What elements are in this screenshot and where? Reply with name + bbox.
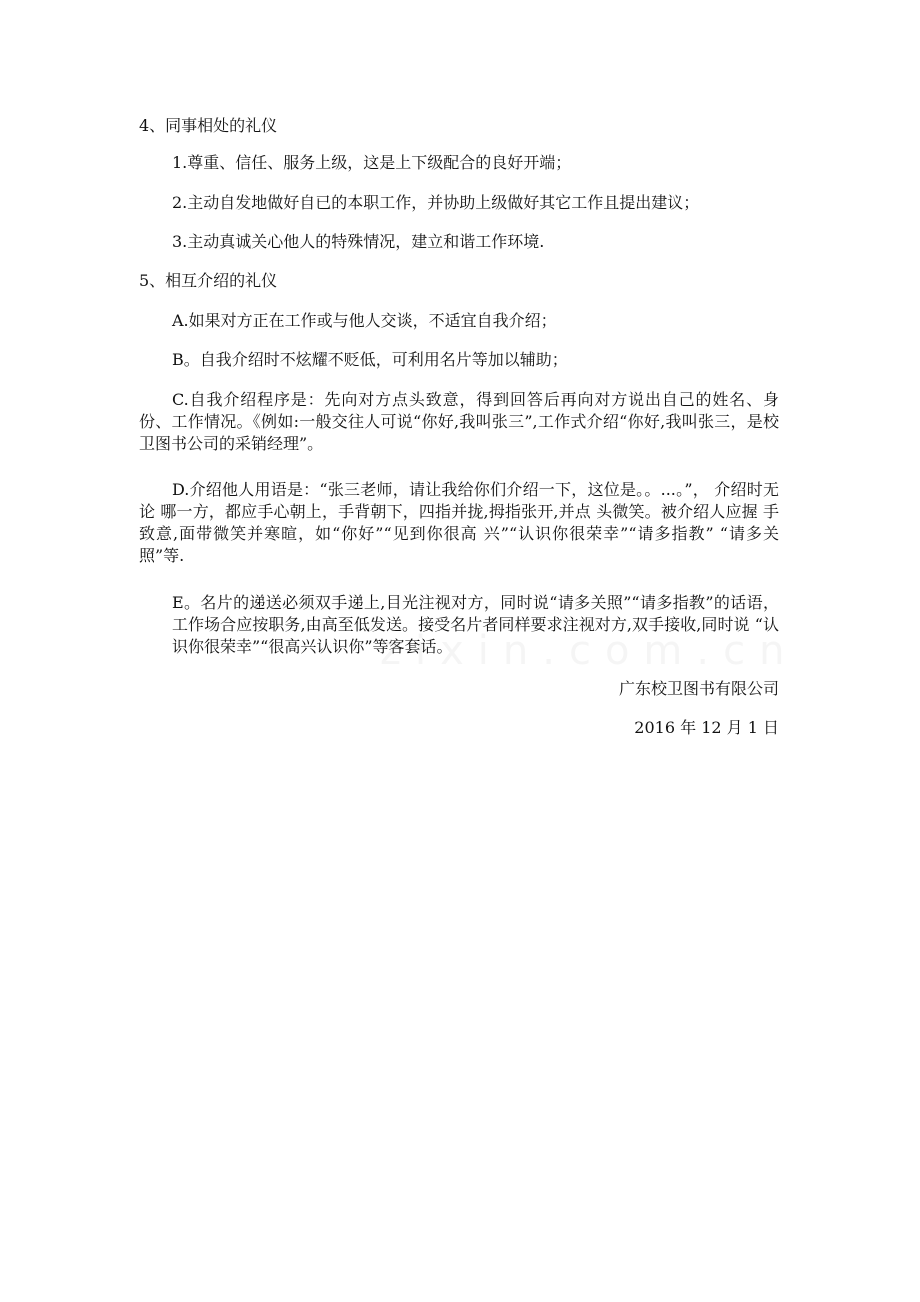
watermark: zixin.com.cn [380,628,799,674]
section-5-item-a: A.如果对方正在工作或与他人交谈，不适宜自我介绍； [172,311,557,330]
section-4-item-3: 3.主动真诚关心他人的特殊情况，建立和谐工作环境. [172,232,545,251]
section-5-heading: 5、相互介绍的礼仪 [139,271,278,290]
section-4-item-1: 1.尊重、信任、服务上级，这是上下级配合的良好开端； [172,153,572,172]
section-4-item-2: 2.主动自发地做好自已的本职工作，并协助上级做好其它工作且提出建议； [172,193,700,212]
signature-date: 2016 年 12 月 1 日 [634,718,779,737]
section-5-item-e: E。名片的递送必须双手递上,目光注视对方，同时说“请多关照”“请多指教”的话语， 工作场合应按职务,由高至低发送。接受名片者同样要求注视对方,双手接收,同时说 “认识你很荣幸”“很高兴认识你”等客套话。 [172,593,779,656]
section-4-heading: 4、同事相处的礼仪 [139,116,278,135]
section-5-item-c: C.自我介绍程序是：先向对方点头致意，得到回答后再向对方说出自己的姓名、身份、工作情况。《例如:一般交往人可说“你好,我叫张三”,工作式介绍“你好,我叫张三，是校卫图书公司的采销经理”。 [139,390,779,453]
section-5-item-d: D.介绍他人用语是：“张三老师，请让我给你们介绍一下，这位是。。...。”， 介绍时无论 哪一方，都应手心朝上，手背朝下，四指并拢,拇指张开,并点 头微笑。被介绍人应握 手致意,面带微笑并寒暄，如“你好”“见到你很高 兴”“认识你很荣幸”“请多指教” “请多关照”等. [139,480,779,565]
section-5-item-b: B。自我介绍时不炫耀不贬低，可利用名片等加以辅助； [172,350,568,369]
signature-company: 广东校卫图书有限公司 [618,679,779,698]
